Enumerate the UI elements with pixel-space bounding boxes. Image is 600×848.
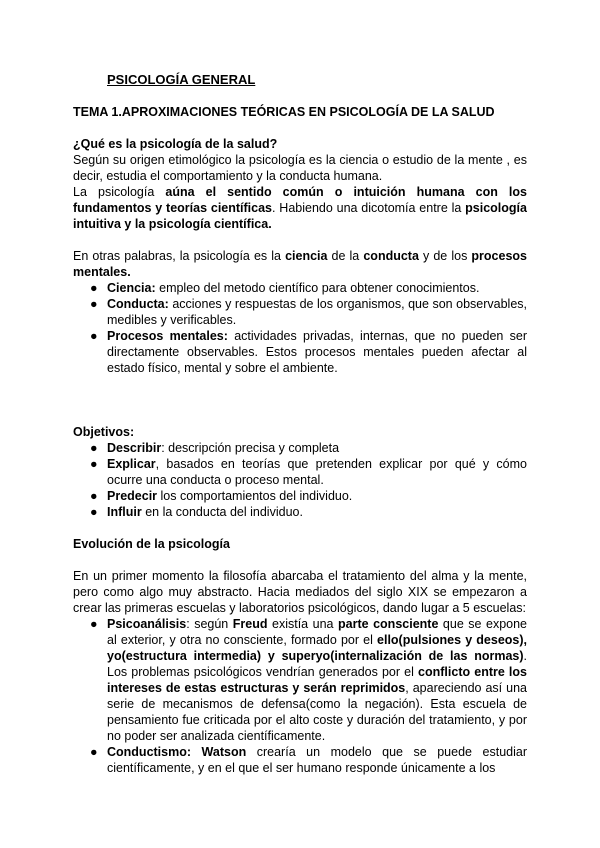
list-term: Conducta: [107, 297, 169, 311]
document-title: PSICOLOGÍA GENERAL [107, 72, 256, 87]
list-term: Influir [107, 505, 142, 519]
bullet-icon: ● [90, 745, 98, 759]
bold-run: Freud [232, 617, 268, 631]
list-text: los comportamientos del individuo. [157, 489, 353, 503]
bold-run: Psicoanálisis [107, 617, 187, 631]
paragraph-etymology: Según su origen etimológico la psicología es la ciencia o estudio de la mente , es decir, estudia el comportamiento y la conducta humana. [73, 153, 527, 183]
list-item [73, 296, 527, 328]
bold-run: ello(pulsiones y deseos), yo(estructura intermedia) y superyo(internalización de las normas) [107, 633, 527, 663]
text-run: existía una [267, 617, 339, 631]
paragraph-history: En un primer momento la filosofía abarcaba el tratamiento del alma y la mente, pero como algo muy abstracto. Hacia mediados del siglo XIX se empezaron a crear las primeras escuelas y laboratorios psicológicos, dando lugar a 5 escuelas: [73, 569, 527, 615]
text-run: . Los problemas psicológicos vendrían generados por el [107, 649, 527, 679]
text-run: y de los [418, 249, 472, 263]
text-run: : según [186, 617, 233, 631]
list-item [73, 440, 527, 456]
bullet-icon: ● [90, 281, 98, 295]
text-run: . Habiendo una dicotomía entre la [272, 201, 466, 215]
list-item [73, 328, 527, 376]
list-item [73, 488, 527, 504]
bullet-icon: ● [90, 489, 98, 503]
bullet-icon: ● [90, 505, 98, 519]
text-run: En otras palabras, la psicología es la [73, 249, 286, 263]
text-run: crearía un modelo que se puede estudiar científicamente, y en el que el ser humano responde únicamente a los [107, 745, 527, 775]
list-text: , basados en teorías que pretenden explicar por qué y cómo ocurre una conducta o proceso mental. [107, 457, 527, 487]
list-term: Predecir [107, 489, 158, 503]
bold-run: aúna el sentido común o intuición humana con los fundamentos y teorías científicas [73, 185, 527, 215]
text-run: La psicología [73, 185, 166, 199]
section-heading-objetivos: Objetivos: [73, 425, 135, 439]
list-item-conductismo [73, 744, 527, 776]
text-run: de la [327, 249, 364, 263]
bold-run: Conductismo: Watson [107, 745, 247, 759]
list-text: : descripción precisa y completa [161, 441, 340, 455]
objetivos-list [73, 440, 527, 520]
section-heading-what-is: ¿Qué es la psicología de la salud? [73, 137, 278, 151]
text-run: , apareciendo así una serie de mecanismos de defensa(como la negación). Esta escuela de pensamiento fue criticada por el alto coste y duración del tratamiento, y por no poder ser analizada científicamente. [107, 681, 527, 743]
list-item [73, 280, 527, 296]
bold-run: psicología intuitiva y la psicología científica. [73, 201, 527, 231]
list-term: Explicar [107, 457, 156, 471]
bold-run: ciencia [285, 249, 328, 263]
list-item [73, 504, 527, 520]
bullet-icon: ● [90, 617, 98, 631]
section-heading-evolucion: Evolución de la psicología [73, 537, 230, 551]
topic-heading: TEMA 1.APROXIMACIONES TEÓRICAS EN PSICOLOGÍA DE LA SALUD [73, 105, 495, 119]
list-text: empleo del metodo científico para obtener conocimientos. [155, 281, 480, 295]
bullet-icon: ● [90, 329, 98, 343]
paragraph-dichotomy [73, 184, 527, 232]
document-content [73, 72, 527, 776]
list-item [73, 456, 527, 488]
list-text: en la conducta del individuo. [141, 505, 303, 519]
bold-run: conflicto entre los intereses de estas estructuras y serán reprimidos [107, 665, 527, 695]
bold-run: parte consciente [338, 617, 439, 631]
text-run: que se expone al exterior, y otra no consciente, formado por el [107, 617, 527, 647]
list-term: Describir [107, 441, 162, 455]
bullet-icon: ● [90, 441, 98, 455]
bold-run: procesos mentales. [73, 249, 527, 279]
bullet-icon: ● [90, 457, 98, 471]
list-term: Ciencia: [107, 281, 156, 295]
bold-run: conducta [363, 249, 419, 263]
bullet-icon: ● [90, 297, 98, 311]
definition-list [73, 280, 527, 376]
list-text: actividades privadas, internas, que no pueden ser directamente observables. Estos procesos mentales pueden afectar al estado físico, mental y sobre el ambiente. [107, 329, 527, 375]
list-item-psicoanalisis [73, 616, 527, 744]
paragraph-definition [73, 248, 527, 280]
list-term: Procesos mentales: [107, 329, 228, 343]
list-text: acciones y respuestas de los organismos, que son observables, medibles y verificables. [107, 297, 527, 327]
schools-list [73, 616, 527, 776]
